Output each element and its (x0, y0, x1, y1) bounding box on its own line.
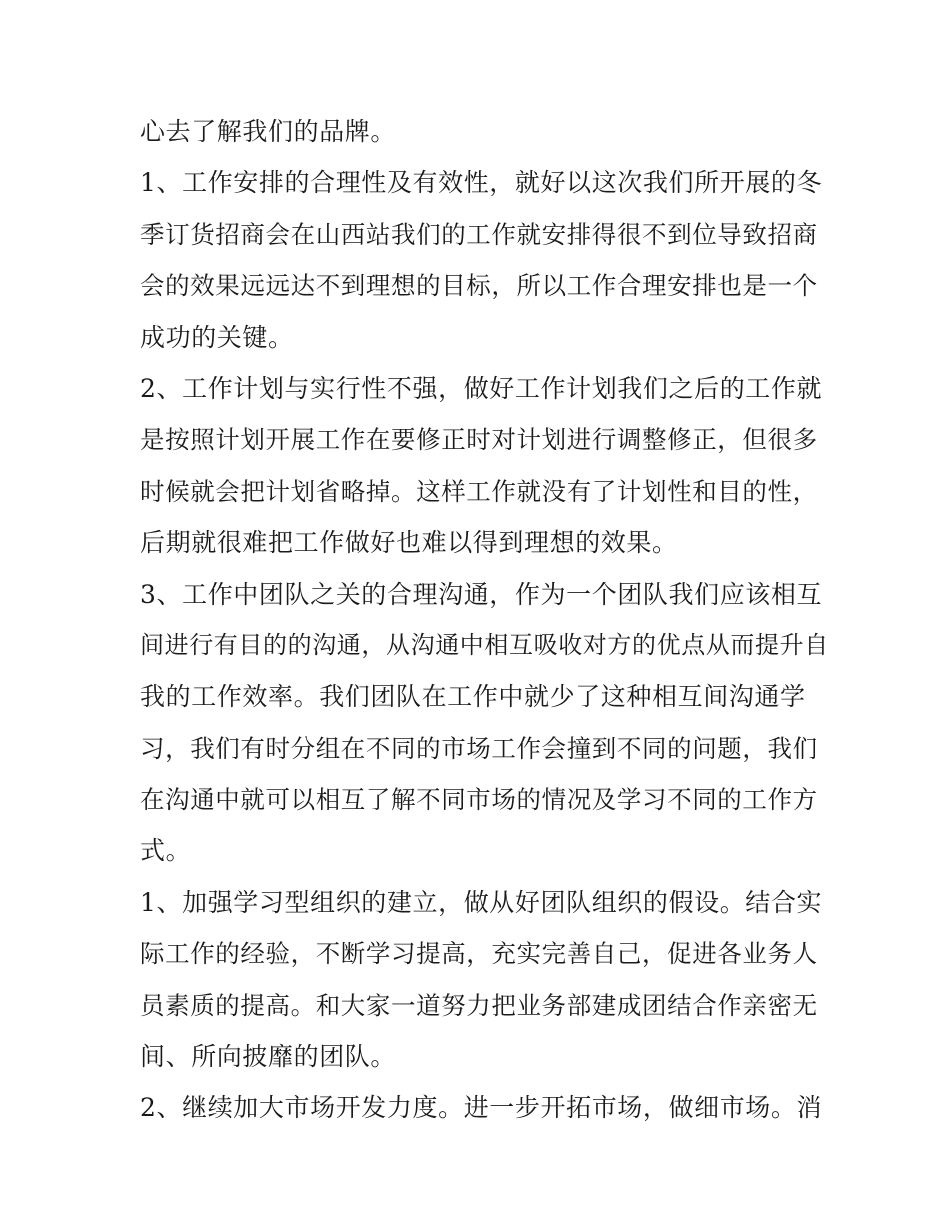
text-line: 时候就会把计划省略掉。这样工作就没有了计划性和目的性， (140, 476, 818, 506)
text-line: 1、加强学习型组织的建立，做从好团队组织的假设。结合实 (140, 887, 823, 917)
text-line: 3、工作中团队之关的合理沟通，作为一个团队我们应该相互 (140, 579, 823, 609)
text-line: 后期就很难把工作做好也难以得到理想的效果。 (140, 528, 678, 558)
text-line: 1、工作安排的合理性及有效性，就好以这次我们所开展的冬 (140, 168, 823, 198)
text-line: 成功的关键。 (140, 322, 294, 352)
text-line: 间、所向披靡的团队。 (140, 1042, 397, 1072)
text-line: 在沟通中就可以相互了解不同市场的情况及学习不同的工作方 (140, 785, 818, 815)
document-body (140, 106, 829, 1134)
text-line: 2、继续加大市场开发力度。进一步开拓市场，做细市场。消 (140, 1093, 823, 1123)
text-line: 习，我们有时分组在不同的市场工作会撞到不同的问题，我们 (140, 733, 818, 763)
text-line: 间进行有目的的沟通，从沟通中相互吸收对方的优点从而提升自 (140, 630, 829, 659)
text-line: 心去了解我们的品牌。 (140, 117, 397, 146)
text-line: 会的效果远远达不到理想的目标，所以工作合理安排也是一个 (140, 271, 818, 301)
text-line: 际工作的经验，不断学习提高，充实完善自己，促进各业务人 (140, 939, 818, 969)
text-line: 我的工作效率。我们团队在工作中就少了这种相互间沟通学 (140, 682, 806, 712)
text-line: 员素质的提高。和大家一道努力把业务部建成团结合作亲密无 (140, 990, 818, 1020)
text-line: 2、工作计划与实行性不强，做好工作计划我们之后的工作就 (140, 373, 823, 403)
text-line: 季订货招商会在山西站我们的工作就安排得很不到位导致招商 (140, 219, 818, 249)
text-line: 式。 (140, 836, 192, 866)
text-line: 是按照计划开展工作在要修正时对计划进行调整修正，但很多 (140, 425, 818, 455)
